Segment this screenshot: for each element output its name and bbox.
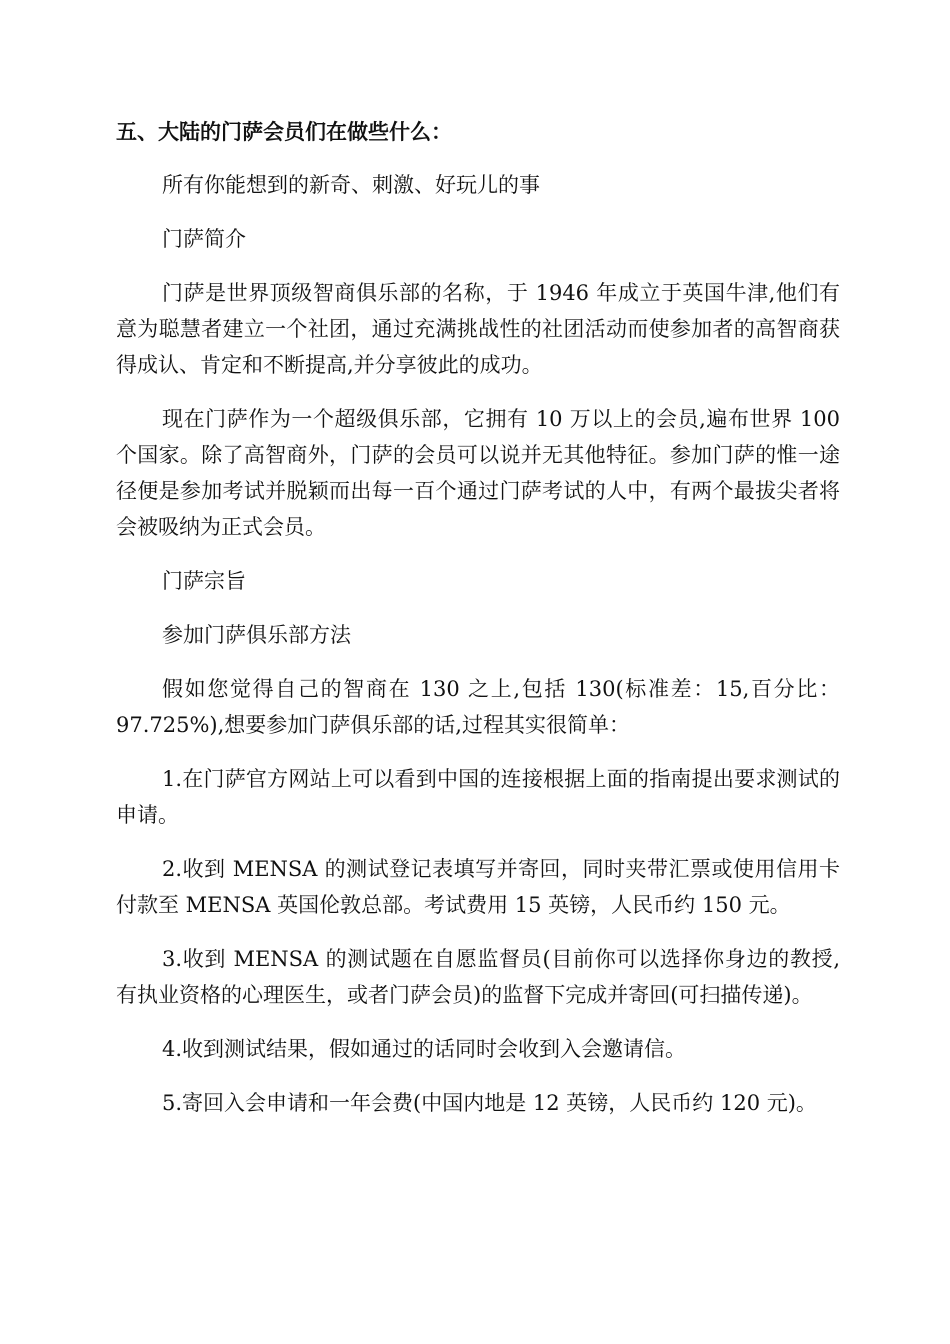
step-3: 3.收到 MENSA 的测试题在自愿监督员(目前你可以选择你身边的教授,有执业资格的心理医生，或者门萨会员)的监督下完成并寄回(可扫描传递)。 [116,947,840,1007]
subheading-mensa-intro: 门萨简介 [162,227,246,251]
subheading-mensa-purpose: 门萨宗旨 [162,569,246,593]
paragraph-mensa-membership: 现在门萨作为一个超级俱乐部，它拥有 10 万以上的会员,遍布世界 100 个国家。除了高智商外，门萨的会员可以说并无其他特征。参加门萨的惟一途径便是参加考试并脱颖而出每一百个通过门萨考试的人中，有两个最拔尖者将会被吸纳为正式会员。 [116,407,840,539]
step-1: 1.在门萨官方网站上可以看到中国的连接根据上面的指南提出要求测试的申请。 [116,767,840,827]
subheading-join-method: 参加门萨俱乐部方法 [162,623,351,647]
section-heading: 五、大陆的门萨会员们在做些什么： [116,120,452,144]
step-2: 2.收到 MENSA 的测试登记表填写并寄回，同时夹带汇票或使用信用卡付款至 MENSA 英国伦敦总部。考试费用 15 英镑，人民币约 150 元。 [116,857,840,917]
step-4: 4.收到测试结果，假如通过的话同时会收到入会邀请信。 [162,1037,687,1061]
document-body [116,114,840,1139]
step-5: 5.寄回入会申请和一年会费(中国内地是 12 英镑，人民币约 120 元)。 [162,1091,817,1115]
paragraph-intro-line: 所有你能想到的新奇、刺激、好玩儿的事 [162,173,540,197]
paragraph-mensa-description: 门萨是世界顶级智商俱乐部的名称，于 1946 年成立于英国牛津,他们有意为聪慧者建立一个社团，通过充满挑战性的社团活动而使参加者的高智商获得成认、肯定和不断提高,并分享彼此的成功。 [116,281,840,377]
paragraph-join-condition: 假如您觉得自己的智商在 130 之上,包括 130(标准差：15,百分比：97.725%),想要参加门萨俱乐部的话,过程其实很简单： [116,677,840,737]
